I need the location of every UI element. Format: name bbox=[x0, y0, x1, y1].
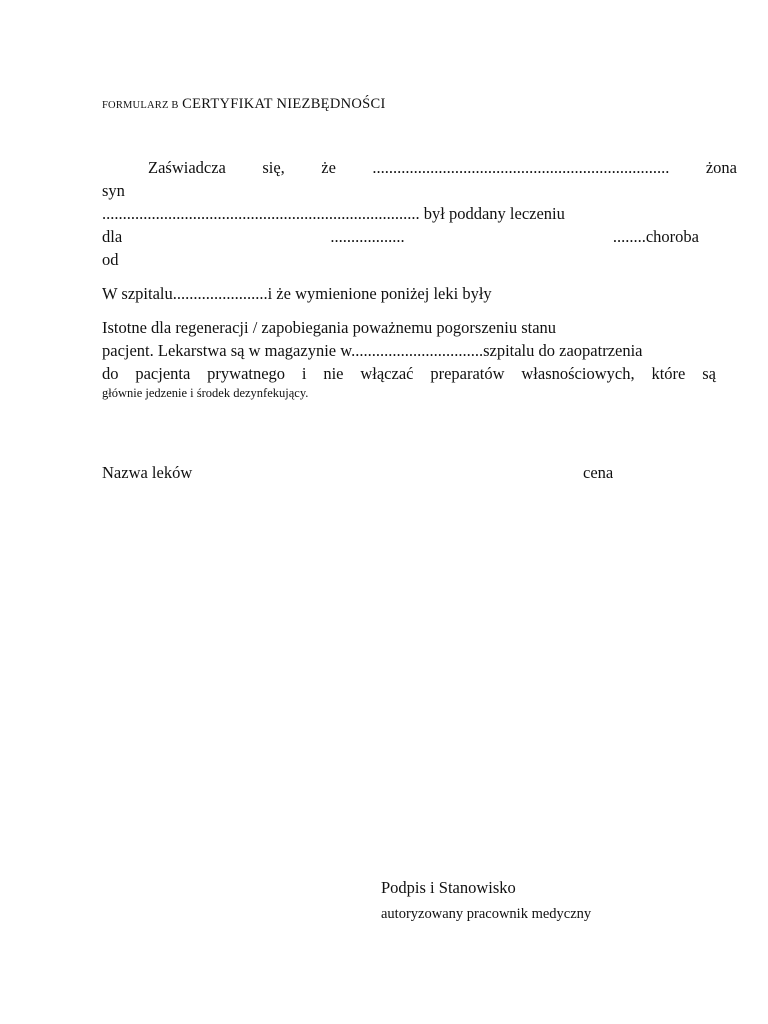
certify-line-1 bbox=[148, 158, 737, 178]
essential-word: które bbox=[651, 364, 686, 383]
essential-word: prywatnego bbox=[207, 364, 286, 383]
title-prefix: FORMULARZ B bbox=[102, 100, 179, 111]
certify-word: żona bbox=[705, 158, 737, 177]
essential-word: są bbox=[702, 364, 716, 383]
essential-word: do bbox=[102, 364, 119, 383]
hospital-line: W szpitalu.......................i że wymienione poniżej leki były bbox=[102, 284, 492, 303]
essential-line-1: Istotne dla regeneracji / zapobiegania poważnemu pogorszeniu stanu bbox=[102, 318, 557, 337]
title-main: CERTYFIKAT NIEZBĘDNOŚCI bbox=[182, 96, 386, 112]
essential-word: preparatów bbox=[430, 364, 505, 383]
essential-line-3 bbox=[102, 364, 716, 384]
essential-line-4: głównie jedzenie i środek dezynfekujący. bbox=[102, 386, 309, 400]
certify-line-2: syn bbox=[102, 181, 125, 200]
essential-word: i bbox=[301, 364, 307, 383]
essential-word: pacjenta bbox=[135, 364, 191, 383]
essential-word: włączać bbox=[360, 364, 414, 383]
certify-word: dla bbox=[102, 227, 123, 246]
page-title bbox=[102, 96, 386, 113]
essential-word: nie bbox=[323, 364, 344, 383]
signature-label: Podpis i Stanowisko bbox=[381, 878, 516, 897]
essential-line-2: pacjent. Lekarstwa są w magazynie w................................szpitalu do zaopatrzenia bbox=[102, 341, 643, 360]
certify-word: Zaświadcza bbox=[148, 158, 226, 177]
certify-word: że bbox=[321, 158, 336, 177]
price-header: cena bbox=[583, 463, 614, 482]
drug-name-header: Nazwa leków bbox=[102, 463, 193, 482]
certify-line-5: od bbox=[102, 250, 119, 269]
name-blank: ........................................................................ bbox=[372, 158, 670, 177]
certify-word: ........choroba bbox=[612, 227, 699, 246]
signature-role: autoryzowany pracownik medyczny bbox=[381, 906, 592, 922]
essential-word: własnościowych, bbox=[521, 364, 635, 383]
certify-word: się, bbox=[262, 158, 285, 177]
disease-blank: .................. bbox=[330, 227, 405, 246]
certify-line-3: ............................................................................. był poddany leczeniu bbox=[102, 204, 565, 223]
certify-line-4 bbox=[102, 227, 699, 247]
